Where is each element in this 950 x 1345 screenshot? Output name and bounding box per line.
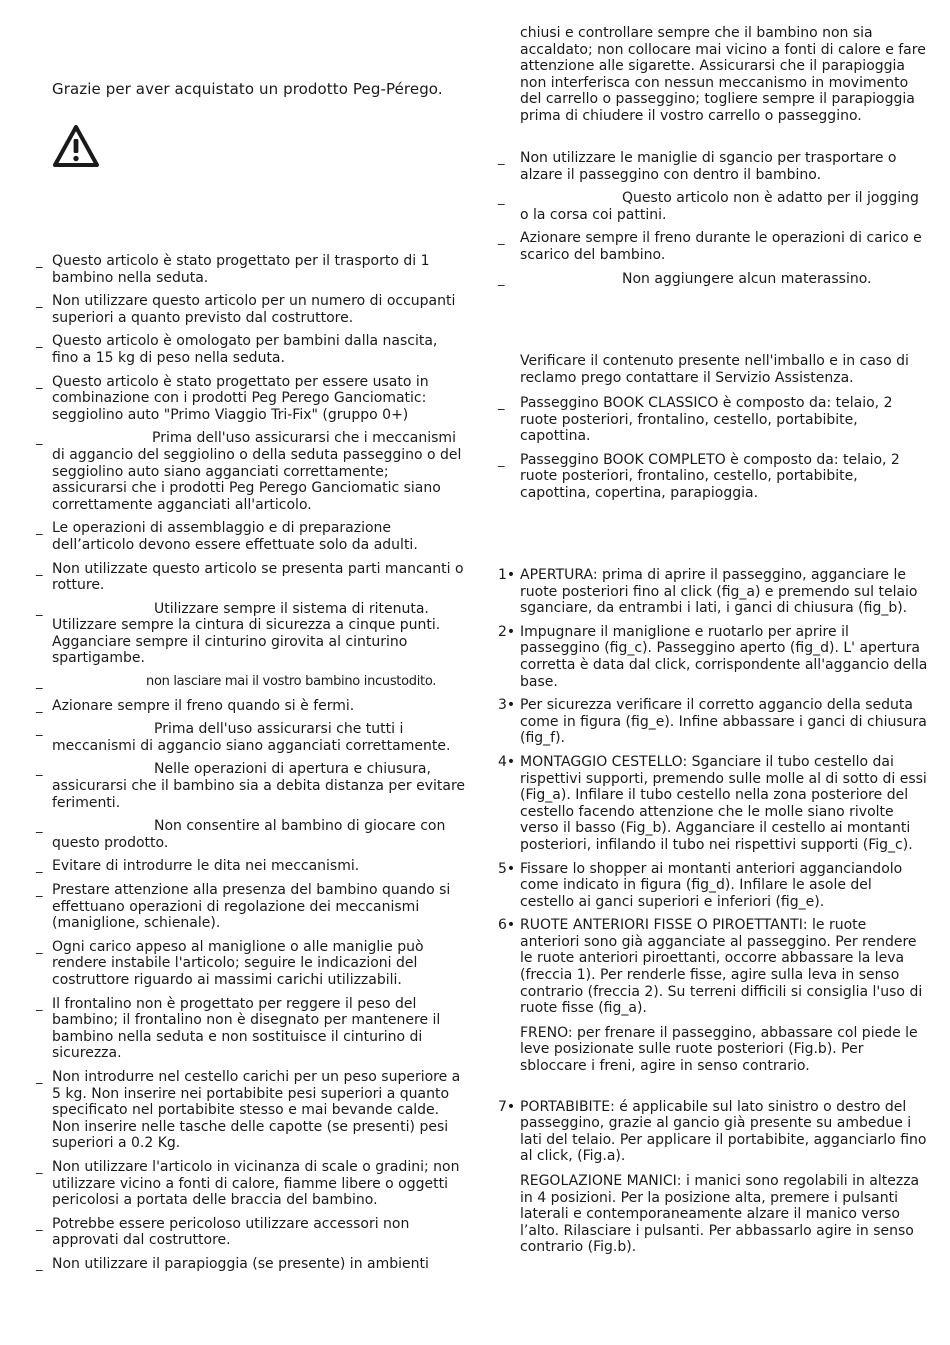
list-item: _ Le operazioni di assemblaggio e di preparazione dell’articolo devono essere effettuate solo da adulti. bbox=[36, 520, 418, 553]
list-item: _ Il frontalino non è progettato per reggere il peso del bambino; il frontalino non è disegnato per mantenere il bambino nella seduta e non sostituisce il cinturino di sicurezza. bbox=[36, 995, 441, 1062]
list-item: _ Potrebbe essere pericoloso utilizzare accessori non approvati dal costruttore. bbox=[36, 1215, 410, 1249]
list-item: _ Prestare attenzione alla presenza del bambino quando si effettuano operazioni di regolazione dei meccanismi (maniglione, schienale). bbox=[36, 882, 451, 932]
step-7: 7• PORTABIBITE: é applicabile sul lato sinistro o destro del passeggino, grazie al gancio già presente su ambedue i lati del telaio. Per applicare il portabibite, agganciarlo fino al click, (Fig.a). REGOLAZIONE MANICI: i manici sono regolabili in altezza in 4 posizioni. Per la posizione alta, premere i pulsanti laterali e contemporaneamente alzare il manico verso l’alto. Rilasciare i pulsanti. Per abbassarlo agire in senso contrario (Fig.b). bbox=[498, 1098, 927, 1256]
step-4: 4• MONTAGGIO CESTELLO: Sganciare il tubo cestello dai rispettivi supporti, premendo sulle molle al di sotto di essi (Fig_a). Infilare il tubo cestello nella zona posteriore del cestello facendo attenzione che le molle siano rivolte verso il basso (Fig_b). Agganciare il cestello ai montanti posteriori, infilando il tubo nei rispettivi supporti (Fig_c). bbox=[498, 753, 927, 853]
list-item: _ Azionare sempre il freno quando si è fermi. bbox=[36, 697, 355, 714]
list-item: _ Utilizzare sempre il sistema di ritenuta. Utilizzare sempre la cintura di sicurezza a cinque punti. Agganciare sempre il cinturino girovita al cinturino spartigambe. bbox=[36, 600, 441, 667]
list-item: _ Non introdurre nel cestello carichi per un peso superiore a 5 kg. Non inserire nei portabibite pesi superiori a quanto specificato nel portabibite stesso e mai bevande calde. Non inserire nelle tasche delle capotte (se presenti) pesi superiori a 0.2 Kg. bbox=[36, 1068, 461, 1152]
list-item: _ Passeggino BOOK COMPLETO è composto da: telaio, 2 ruote posteriori, frontalino, cestello, portabibite, capottina, copertina, parapioggia. bbox=[498, 451, 900, 501]
list-item: _ Questo articolo è stato progettato per essere usato in combinazione con i prodotti Peg Perego Ganciomatic: seggiolino auto "Primo Viaggio Tri-Fix" (gruppo 0+) bbox=[36, 373, 429, 423]
list-item: _ Evitare di introdurre le dita nei meccanismi. bbox=[36, 858, 360, 875]
list-item: _ Passeggino BOOK CLASSICO è composto da: telaio, 2 ruote posteriori, frontalino, cestello, portabibite, capottina. bbox=[498, 395, 893, 445]
list-item: _ Prima dell'uso assicurarsi che tutti i meccanismi di aggancio siano agganciati correttamente. bbox=[36, 721, 451, 754]
intro-text: Grazie per aver acquistato un prodotto Peg-Pérego. bbox=[52, 80, 443, 98]
list-item: _ Nelle operazioni di apertura e chiusura, assicurarsi che il bambino sia a debita distanza per evitare ferimenti. bbox=[36, 761, 466, 811]
warning-triangle-icon bbox=[52, 124, 100, 168]
list-item: _ Non aggiungere alcun materassino. bbox=[498, 270, 872, 287]
list-item: _ Non utilizzare il parapioggia (se presente) in ambienti bbox=[36, 1255, 429, 1272]
package-contents-list bbox=[498, 395, 928, 502]
contents-intro: Verificare il contenuto presente nell'imballo e in caso di reclamo prego contattare il Servizio Assistenza. bbox=[520, 353, 909, 386]
step-6: 6• RUOTE ANTERIORI FISSE O PIROETTANTI: le ruote anteriori sono già agganciate al passeggino. Per rendere le ruote anteriori piroettanti, occorre abbassare la leva (freccia 1). Per renderle fisse, agire sulla leva in senso contrario (freccia 2). Su terreni difficili si consiglia l'uso di ruote fisse (fig_a). FRENO: per frenare il passeggino, abbassare col piede le leve posizionate sulle ruote posteriori (Fig.b). Per sbloccare i freni, agire in senso contrario. bbox=[498, 917, 923, 1075]
step-2: 2• Impugnare il maniglione e ruotarlo per aprire il passeggino (fig_c). Passeggino aperto (fig_d). L' apertura corretta è data dal click, corrispondente all'aggancio della base. bbox=[498, 623, 928, 690]
list-item: _ Non utilizzare le maniglie di sgancio per trasportare o alzare il passeggino con dentro il bambino. bbox=[498, 150, 897, 183]
list-item: _ Questo articolo non è adatto per il jogging o la corsa coi pattini. bbox=[498, 190, 919, 223]
list-item: _ non lasciare mai il vostro bambino incustodito. bbox=[36, 674, 437, 691]
list-item: _ Ogni carico appeso al maniglione o alle maniglie può rendere instabile l'articolo; seguire le indicazioni del costruttore riguardo ai massimi carichi utilizzabili. bbox=[36, 938, 424, 988]
list-item: _ Non consentire al bambino di giocare con questo prodotto. bbox=[36, 818, 446, 851]
warning-continuation: chiusi e controllare sempre che il bambino non sia accaldato; non collocare mai vicino a fonti di calore e fare attenzione alle sigarette. Assicurarsi che il parapioggia non interferisca con nessun meccanismo in movimento del carrello o passeggino; togliere sempre il parapioggia prima di chiudere il vostro carrello o passeggino. bbox=[520, 25, 926, 124]
list-item: _ Non utilizzare questo articolo per un numero di occupanti superiori a quanto previsto dal costruttore. bbox=[36, 293, 456, 326]
safety-warnings-list bbox=[36, 253, 466, 1272]
list-item: _ Non utilizzate questo articolo se presenta parti mancanti o rotture. bbox=[36, 560, 464, 594]
step-3: 3• Per sicurezza verificare il corretto aggancio della seduta come in figura (fig_e). Infine abbassare i ganci di chiusura (fig_f). bbox=[498, 697, 927, 747]
instruction-steps bbox=[498, 567, 928, 1256]
safety-warnings-list-continued bbox=[498, 150, 928, 287]
step-1: 1• APERTURA: prima di aprire il passeggino, agganciare le ruote posteriori fino al click (fig_a) e premendo sul telaio sganciare, da entrambi i lati, i ganci di chiusura (fig_b). bbox=[498, 567, 918, 617]
list-item: _ Prima dell'uso assicurarsi che i meccanismi di aggancio del seggiolino o della seduta passeggino o del seggiolino auto siano agganciati correttamente; assicurarsi che i prodotti Peg Perego Ganciomatic siano correttamente agganciati all'articolo. bbox=[36, 430, 462, 513]
list-item: _ Questo articolo è omologato per bambini dalla nascita, fino a 15 kg di peso nella seduta. bbox=[36, 333, 438, 366]
step-5: 5• Fissare lo shopper ai montanti anteriori agganciandolo come indicato in figura (fig_d). Infilare le asole del cestello ai ganci superiori e inferiori (fig_e). bbox=[498, 860, 903, 910]
list-item: _ Questo articolo è stato progettato per il trasporto di 1 bambino nella seduta. bbox=[36, 253, 430, 286]
list-item: _ Non utilizzare l'articolo in vicinanza di scale o gradini; non utilizzare vicino a fonti di calore, fiamme libere o oggetti pericolosi a portata delle braccia del bambino. bbox=[36, 1158, 460, 1209]
list-item: _ Azionare sempre il freno durante le operazioni di carico e scarico del bambino. bbox=[498, 230, 922, 263]
